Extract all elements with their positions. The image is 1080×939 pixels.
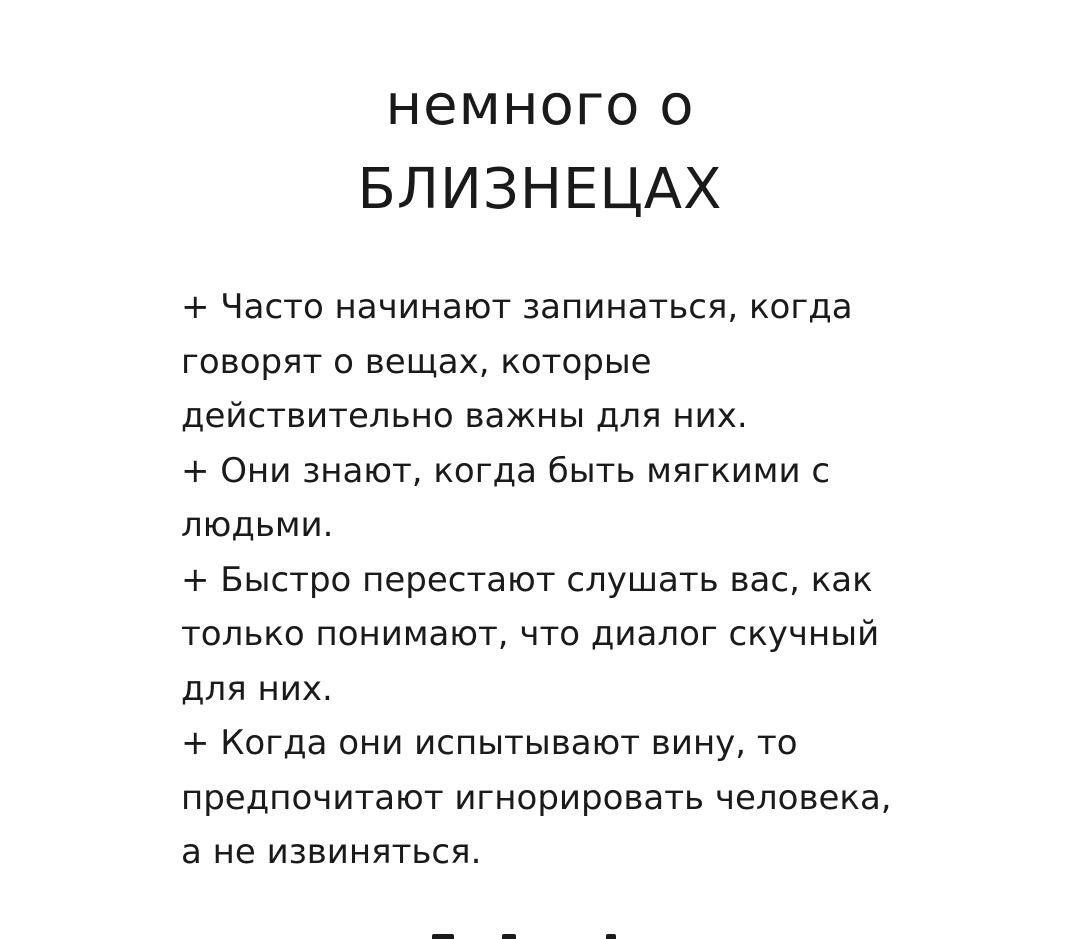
title-line-1: немного о bbox=[385, 73, 695, 138]
title-line-2: БЛИЗНЕЦАХ bbox=[357, 157, 723, 222]
body-line: говорят о вещах, которые bbox=[181, 341, 652, 382]
body-text bbox=[181, 280, 981, 880]
cropped-glyph bbox=[432, 934, 454, 939]
body-line: + Когда они испытывают вину, то bbox=[181, 723, 798, 763]
body-line: + Они знают, когда быть мягкими с bbox=[181, 450, 831, 491]
body-line: предпочитают игнорировать человека, bbox=[181, 777, 892, 818]
body-line: людьми. bbox=[181, 505, 334, 545]
body-line: + Быстро перестают слушать вас, как bbox=[181, 559, 873, 600]
cropped-text-fragment bbox=[430, 928, 690, 939]
body-line: действительно важны для них. bbox=[181, 396, 748, 436]
cropped-glyph bbox=[502, 934, 516, 939]
body-line: для них. bbox=[181, 668, 333, 709]
cropped-glyph bbox=[606, 934, 616, 939]
body-line: только понимают, что диалог скучный bbox=[181, 614, 880, 654]
body-line: а не извиняться. bbox=[181, 832, 482, 872]
body-line: + Часто начинают запинаться, когда bbox=[181, 287, 853, 327]
